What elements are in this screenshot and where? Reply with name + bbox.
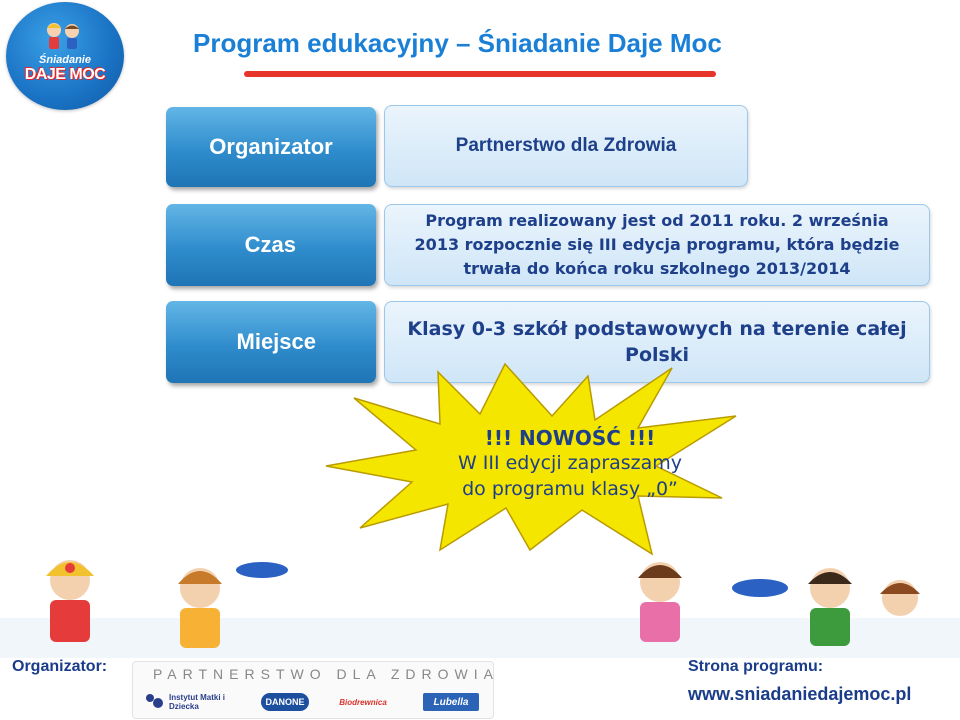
announcement-line-1: W III edycji zapraszamy (457, 452, 683, 474)
partners-banner (132, 661, 499, 719)
partner-logo-biodrewnica (333, 690, 393, 714)
girl-illustration-1 (46, 560, 94, 642)
partner-logo-danone-text: DANONE (265, 697, 305, 707)
label-czas (166, 204, 376, 286)
label-czas-text: Czas (244, 232, 296, 257)
value-czas-line-1: Program realizowany jest od 2011 roku. 2 września (425, 211, 889, 230)
partner-logo-imid (143, 690, 233, 714)
title-underline (244, 71, 716, 77)
value-czas-line-3: trwała do końca roku szkolnego 2013/2014 (463, 259, 851, 278)
footer-website-link[interactable]: www.sniadaniedajemoc.pl (688, 684, 912, 704)
value-miejsce-line-1: Klasy 0-3 szkół podstawowych na terenie całej (407, 318, 907, 340)
label-organizator (166, 107, 376, 187)
footer-website-label: Strona programu: (688, 658, 824, 675)
announcement-headline: !!! NOWOŚĆ !!! (484, 426, 656, 450)
announcement-line-2: do programu klasy „0” (462, 478, 678, 500)
announcement-text (420, 426, 720, 502)
partner-logo-danone (261, 693, 309, 711)
value-miejsce-line-2: Polski (625, 344, 689, 366)
value-organizator-text: Partnerstwo dla Zdrowia (455, 135, 677, 156)
imid-icon (143, 691, 165, 713)
boy-illustration-2 (808, 568, 852, 646)
value-organizator (384, 105, 748, 187)
kid-illustration-3 (880, 580, 920, 616)
partners-title: PARTNERSTWO DLA ZDROWIA (153, 666, 499, 682)
program-logo (6, 2, 124, 110)
value-czas-line-2: 2013 rozpocznie się III edycja programu, która będzie (414, 235, 900, 254)
partner-logo-lubella-text: Lubella (433, 696, 469, 708)
kids-logo-icon (40, 20, 88, 50)
value-czas (384, 204, 930, 286)
logo-top-text: Śniadanie (39, 54, 91, 66)
label-miejsce-text: Miejsce (236, 329, 316, 354)
partner-logo-biodrewnica-text: Biodrewnica (339, 697, 387, 707)
partner-logo-imid-text: Instytut Matki i Dziecka (169, 693, 226, 711)
logo-main-text: DAJE MOC (24, 66, 106, 83)
page-title: Program edukacyjny – Śniadanie Daje Moc (193, 28, 722, 58)
label-organizator-text: Organizator (209, 134, 333, 159)
footer-organizer-label: Organizator: (12, 658, 108, 675)
partner-logo-lubella (423, 693, 479, 711)
kids-illustration (0, 548, 960, 658)
